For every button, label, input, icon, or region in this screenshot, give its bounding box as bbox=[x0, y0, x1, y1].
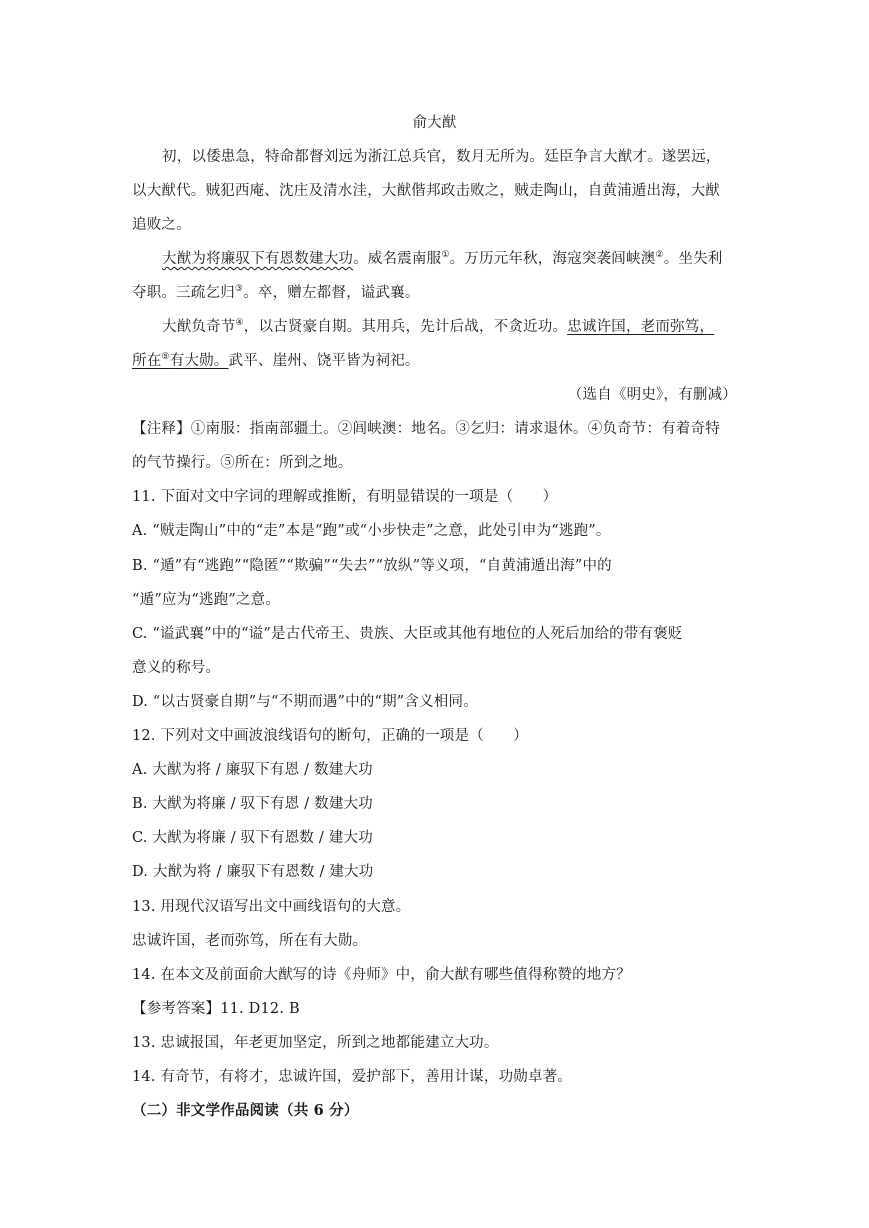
p3-text-b: ，以古贤豪自期。其用兵，先计后战，不贪近功。 bbox=[243, 319, 568, 335]
p3-under-b2: 有大勋。 bbox=[169, 353, 229, 369]
passage-p2-line2 bbox=[132, 283, 737, 303]
wavy-underlined-sentence: 大猷为将廉驭下有恩数建大功 bbox=[162, 251, 354, 267]
passage-p1-line2: 以大猷代。贼犯西庵、沈庄及清水洼，大猷偕邦政击败之，贼走陶山，自黄浦遁出海，大猷 bbox=[132, 183, 720, 199]
note-ref-4: ④ bbox=[235, 318, 244, 329]
p3-under-b1: 所在 bbox=[132, 353, 162, 369]
passage-p3-line1 bbox=[162, 317, 737, 337]
q11-option-b-line1: B. “遁”有“逃跑”“隐匿”“欺骗”“失去”“放纵”等义项，“自黄浦遁出海”中的 bbox=[132, 558, 612, 574]
q12-option-b: B. 大猷为将廉 / 驭下有恩 / 数建大功 bbox=[132, 796, 373, 812]
q11-option-d: D. “以古贤豪自期”与“不期而遇”中的“期”含义相同。 bbox=[132, 694, 478, 710]
q11-option-b-line2: “遁”应为“逃跑”之意。 bbox=[132, 592, 281, 608]
passage-p2-line1 bbox=[162, 249, 737, 269]
p2-line2-b: 。卒，赠左都督，谥武襄。 bbox=[243, 285, 420, 301]
q12-option-c: C. 大猷为将廉 / 驭下有恩数 / 建大功 bbox=[132, 830, 373, 846]
passage-source: （选自《明史》，有删减） bbox=[567, 387, 737, 403]
q11-option-c-line1: C. “谥武襄”中的“谥”是古代帝王、贵族、大臣或其他有地位的人死后加给的带有褒贬 bbox=[132, 626, 683, 642]
p2-line2-a: 夺职。三疏乞归 bbox=[132, 285, 235, 301]
answers-line2: 13. 忠诚报国，年老更加坚定，所到之地都能建立大功。 bbox=[132, 1035, 499, 1051]
q11-option-a: A. “贼走陶山”中的“走”本是“跑”或“小步快走”之意，此处引申为“逃跑”。 bbox=[132, 523, 611, 539]
note-ref-1: ① bbox=[441, 250, 450, 261]
underlined-sentence-part2 bbox=[132, 353, 229, 369]
passage-p1-line3: 追败之。 bbox=[132, 217, 191, 233]
q14-stem: 14. 在本文及前面俞大猷写的诗《舟师》中，俞大猷有哪些值得称赞的地方？ bbox=[132, 967, 631, 983]
p3-text-a: 大猷负奇节 bbox=[162, 319, 236, 335]
answers-line3: 14. 有奇节，有将才，忠诚许国，爱护部下，善用计谋，功勋卓著。 bbox=[132, 1069, 573, 1085]
p3-text-c: 武平、崖州、饶平皆为祠祀。 bbox=[228, 353, 420, 369]
passage-p1-line1: 初，以倭患急，特命都督刘远为浙江总兵官，数月无所为。廷臣争言大猷才。遂罢远， bbox=[162, 149, 721, 165]
q11-option-c-line2: 意义的称号。 bbox=[132, 660, 221, 676]
section-heading: （二）非文学作品阅读（共 6 分） bbox=[132, 1102, 359, 1119]
notes-line2: 的气节操行。⑤所在：所到之地。 bbox=[132, 455, 353, 471]
p2-text-b: 。万历元年秋，海寇突袭闾峡澳 bbox=[449, 251, 656, 267]
notes-line1: 【注释】①南服：指南部疆土。②闾峡澳：地名。③乞归：请求退休。④负奇节：有着奇特 bbox=[132, 421, 720, 437]
p2-text-a: 。威名震南服 bbox=[353, 251, 442, 267]
passage-p3-line2 bbox=[132, 351, 737, 371]
q12-option-d: D. 大猷为将 / 廉驭下有恩数 / 建大功 bbox=[132, 864, 374, 880]
q12-stem: 12. 下列对文中画波浪线语句的断句，正确的一项是（ ） bbox=[132, 728, 528, 744]
q11-stem: 11. 下面对文中字词的理解或推断，有明显错误的一项是（ ） bbox=[132, 489, 558, 505]
passage-title: 俞大猷 bbox=[412, 115, 457, 131]
note-ref-2: ② bbox=[655, 250, 664, 261]
q12-option-a: A. 大猷为将 / 廉驭下有恩 / 数建大功 bbox=[132, 762, 373, 778]
note-ref-3: ③ bbox=[234, 284, 244, 295]
q13-stem: 13. 用现代汉语写出文中画线语句的大意。 bbox=[132, 899, 411, 915]
q13-sentence: 忠诚许国，老而弥笃，所在有大勋。 bbox=[132, 933, 368, 949]
p2-text-c: 。坐失利 bbox=[663, 251, 723, 267]
note-ref-5: ⑤ bbox=[161, 352, 170, 363]
underlined-sentence-part1: 忠诚许国，老而弥笃， bbox=[567, 319, 715, 335]
answers-line1: 【参考答案】11. D12. B bbox=[132, 1001, 300, 1017]
